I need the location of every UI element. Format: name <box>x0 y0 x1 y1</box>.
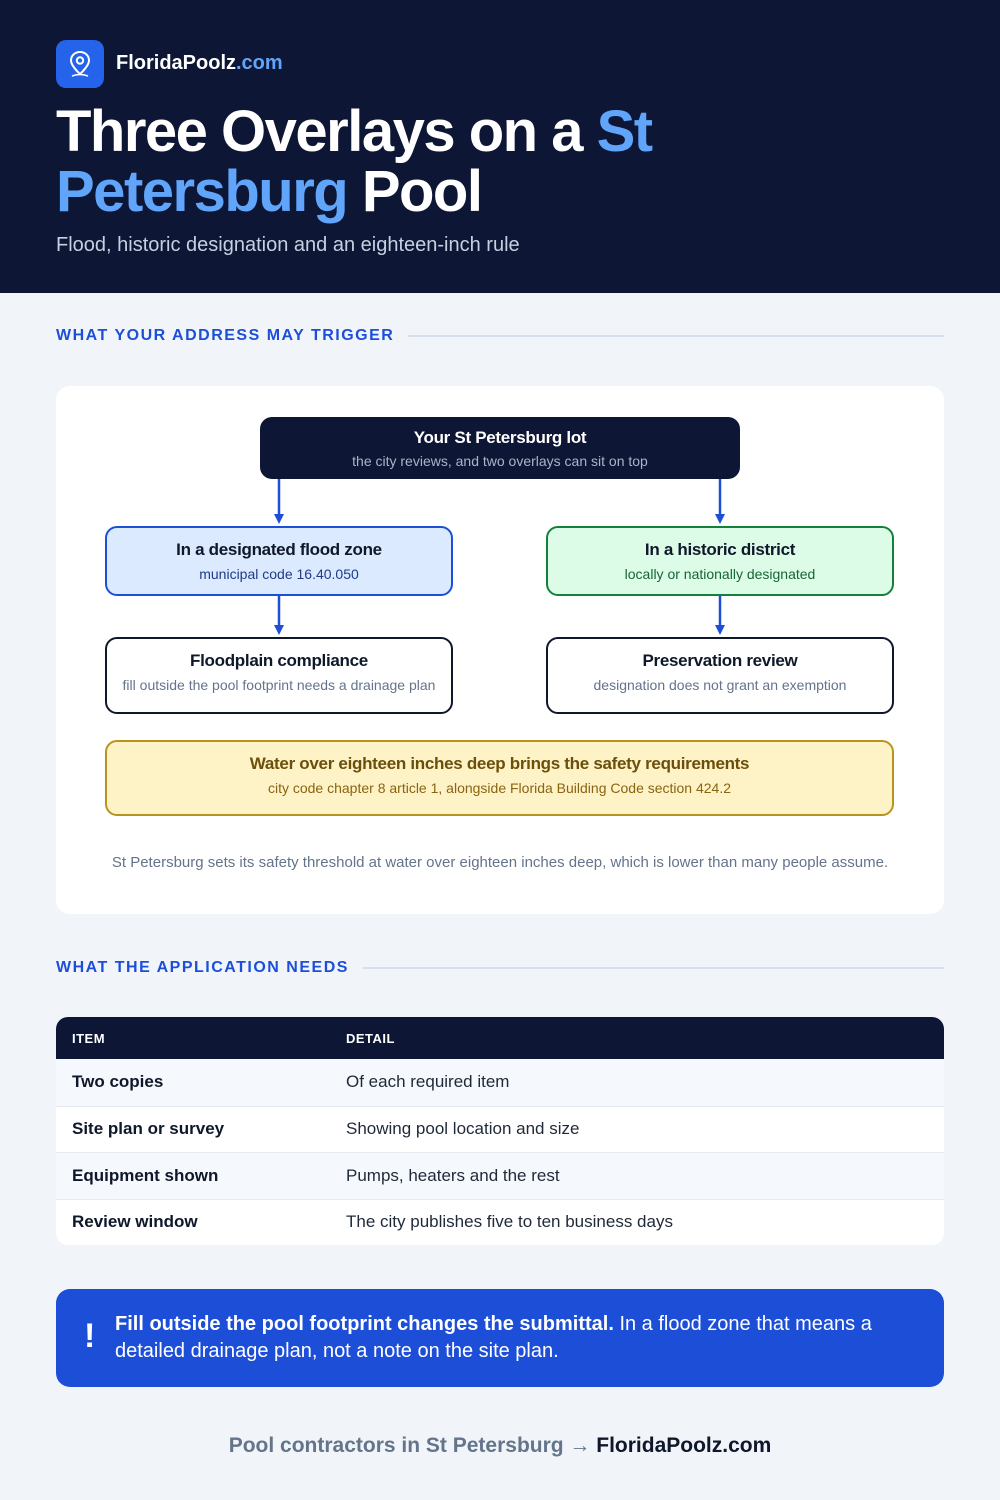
table-header <box>56 1017 944 1059</box>
node-title: In a historic district <box>644 540 796 559</box>
table-row <box>56 1152 944 1199</box>
warning-callout <box>56 1289 944 1387</box>
section-label: WHAT YOUR ADDRESS MAY TRIGGER <box>56 327 395 344</box>
column-header-item: ITEM <box>72 1030 106 1046</box>
node-subtitle: the city reviews, and two overlays can sit on top <box>352 453 648 469</box>
title-part-2: Pool <box>347 159 482 224</box>
cell-item: Equipment shown <box>72 1165 219 1185</box>
logo-badge[interactable] <box>56 40 104 88</box>
exclamation-icon: ! <box>84 1317 96 1355</box>
callout-body: In a flood zone that means a detailed drainage plan, not a note on the site plan. <box>115 1313 872 1362</box>
page-title <box>56 99 756 224</box>
node-subtitle: locally or nationally designated <box>624 566 816 582</box>
title-part-1: Three Overlays on a <box>56 99 597 164</box>
node-title: Floodplain compliance <box>190 651 368 670</box>
node-title: Preservation review <box>642 651 798 670</box>
brand-name[interactable] <box>116 52 283 75</box>
node-flood-zone <box>105 526 453 596</box>
section-heading-application <box>56 959 944 977</box>
node-preservation-review <box>546 637 894 714</box>
node-water-depth-rule <box>105 740 894 816</box>
cell-detail: Pumps, heaters and the rest <box>346 1165 560 1185</box>
node-your-lot <box>260 417 740 479</box>
node-subtitle: municipal code 16.40.050 <box>199 566 359 582</box>
cell-detail: Showing pool location and size <box>346 1119 580 1139</box>
title-accent-2: Petersburg <box>56 159 348 224</box>
location-pin-icon <box>66 49 94 79</box>
page-subtitle: Flood, historic designation and an eighteen-inch rule <box>56 234 520 256</box>
node-historic-district <box>546 526 894 596</box>
footer-site-link[interactable]: FloridaPoolz.com <box>596 1434 772 1457</box>
table-row <box>56 1059 944 1106</box>
callout-bold: Fill outside the pool footprint changes the submittal. <box>115 1313 614 1335</box>
footer-text: Pool contractors in St Petersburg → <box>228 1434 597 1457</box>
cell-item: Site plan or survey <box>72 1119 225 1139</box>
table-row <box>56 1106 944 1153</box>
node-title: Your St Petersburg lot <box>413 428 587 447</box>
header-banner <box>0 0 1000 293</box>
title-accent-1: St <box>596 99 652 164</box>
section-heading-address <box>56 327 944 345</box>
table-row <box>56 1199 944 1246</box>
cell-detail: Of each required item <box>346 1072 510 1092</box>
node-title: In a designated flood zone <box>176 540 382 559</box>
brand-name-text: FloridaPoolz <box>116 52 236 74</box>
cell-item: Two copies <box>72 1072 164 1092</box>
node-subtitle: city code chapter 8 article 1, alongside Florida Building Code section 424.2 <box>267 780 732 796</box>
brand-tld: .com <box>236 52 283 74</box>
node-floodplain-compliance <box>105 637 453 714</box>
divider <box>408 335 944 337</box>
callout-text <box>115 1311 925 1365</box>
node-subtitle: designation does not grant an exemption <box>593 677 847 693</box>
flow-diagram-card <box>56 386 944 914</box>
divider <box>363 967 944 969</box>
node-title: Water over eighteen inches deep brings the safety requirements <box>249 754 750 773</box>
diagram-note: St Petersburg sets its safety threshold at water over eighteen inches deep, which is lower than many people assume. <box>111 854 889 871</box>
node-subtitle: fill outside the pool footprint needs a drainage plan <box>122 677 436 693</box>
footer <box>0 1434 1000 1458</box>
requirements-table <box>56 1017 944 1245</box>
table-body <box>56 1059 944 1245</box>
column-header-detail: DETAIL <box>346 1030 395 1046</box>
cell-item: Review window <box>72 1212 198 1232</box>
cell-detail: The city publishes five to ten business days <box>346 1212 673 1232</box>
section-label: WHAT THE APPLICATION NEEDS <box>56 959 349 976</box>
